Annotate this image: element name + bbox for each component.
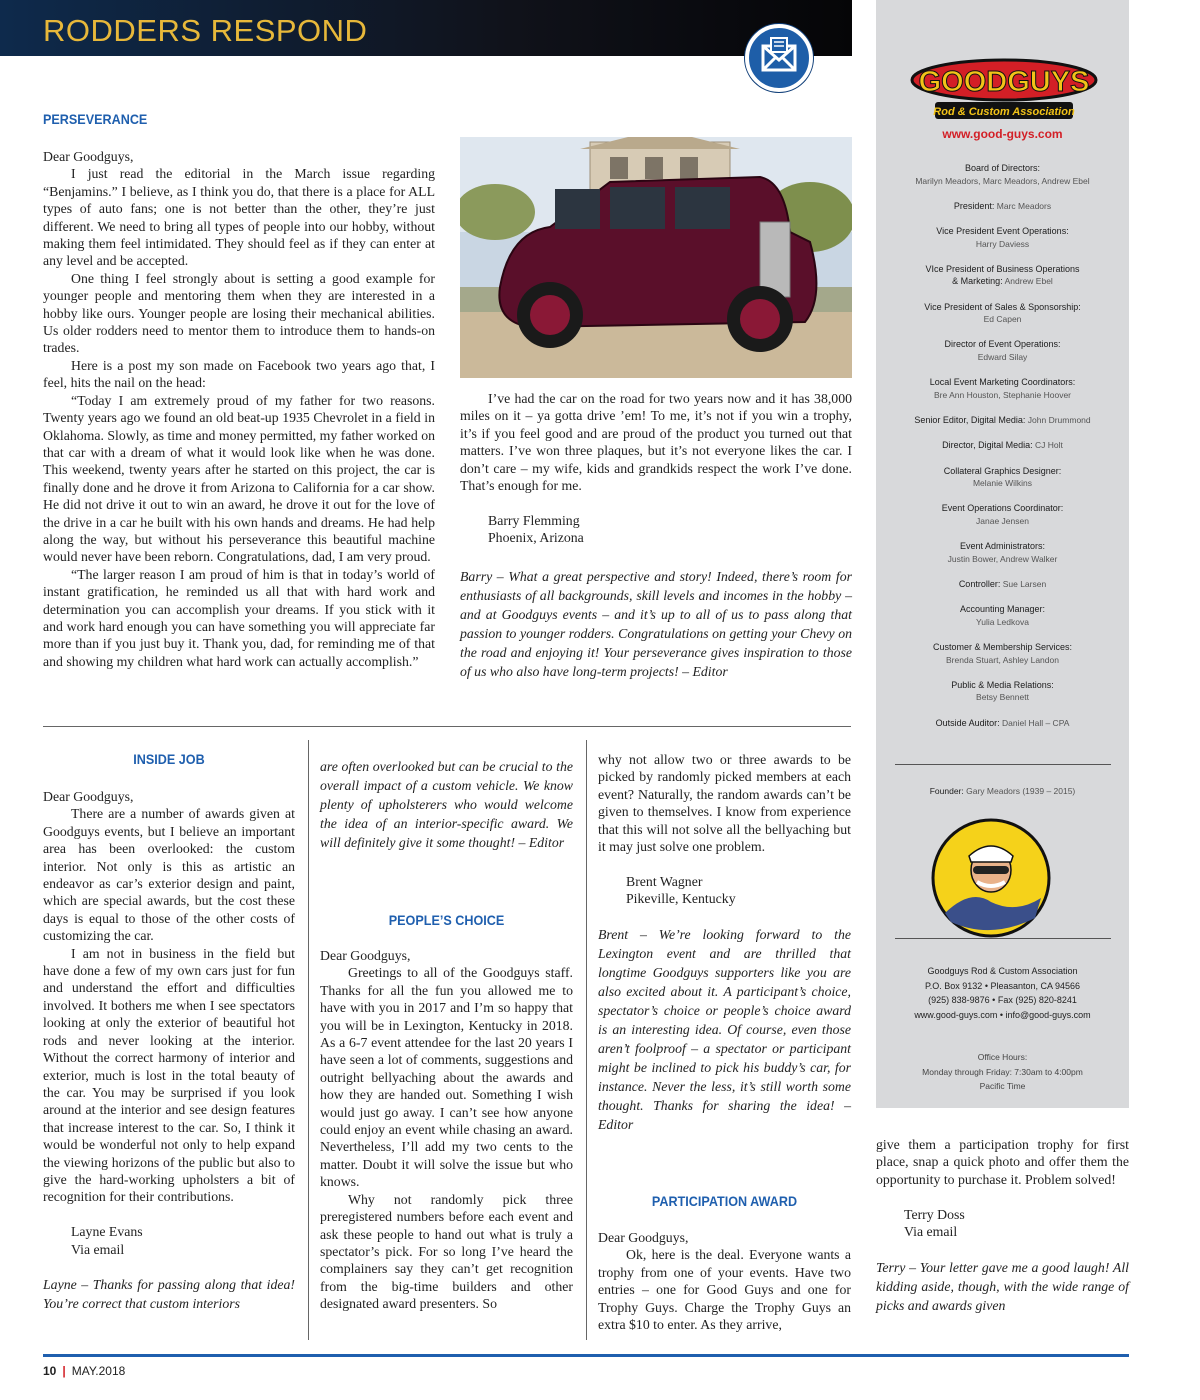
letter-paragraph: give them a participation trophy for first place, snap a quick photo and offer them the opportunity to purchase it. Problem solved! (876, 1137, 1129, 1187)
letter-paragraph: Ok, here is the deal. Everyone wants a trophy from one of your events. Have two entries – one for Good Guys and one for Trophy Guys. Charge the Trophy Guys an extra $10 to enter. As they arrive, (598, 1247, 851, 1333)
staff-names: Sue Larsen (1002, 579, 1047, 590)
peoples-choice-column (320, 947, 573, 1313)
contact-block (876, 964, 1129, 1022)
signature-name: Layne Evans (71, 1224, 143, 1240)
staff-entry (876, 465, 1129, 490)
staff-entry (876, 162, 1129, 187)
staff-names: Marc Meadors (996, 200, 1052, 211)
staff-names: Marilyn Meadors, Marc Meadors, Andrew Ebel (915, 175, 1090, 186)
editor-reply: Barry – What a great perspective and story! Indeed, there’s room for enthusiasts of all backgrounds, skill levels and incomes in the hobby – and at Goodguys events – and it’s up to all of us to pass along that passion to younger rodders. Congratulations on getting your Chevy on the road and enjoying it! Your perseverance gives inspiration to those of us who also have long-term projects! – Editor (460, 569, 852, 680)
goodguys-logo (909, 58, 1099, 122)
middle-column-top (320, 757, 573, 852)
staff-entry (876, 603, 1129, 628)
participation-column (598, 1229, 851, 1333)
staff-role: Accounting Manager: (959, 604, 1046, 615)
phone-numbers: (925) 838-9876 • Fax (925) 820-8241 (928, 995, 1077, 1005)
staff-role: Customer & Membership Services: (932, 642, 1073, 653)
staff-entry (876, 263, 1129, 288)
staff-sidebar (876, 0, 1129, 1108)
staff-role: Senior Editor, Digital Media: (914, 415, 1026, 426)
letter-paragraph: There are a number of awards given at Goodguys events, but I believe an important area has been overlooked: the custom interior. Not only is this as artistic an endeavor as car’s exterior design and paint, which are special awards, but the cost these days is equal to those of the other costs of customizing the car. (43, 806, 295, 944)
staff-names: CJ Holt (1035, 440, 1063, 451)
letter-paragraph: “The larger reason I am proud of him is that in today’s world of instant gratification, he reminded us all that with hard work and determination you can accomplish your dreams. If you stick with it and work hard enough you can have something you will appreciate far more than if you just buy it. Thank you, dad, for reminding me of that and showing my children what hard work can actually accomplish.” (43, 566, 435, 669)
salutation: Dear Goodguys, (43, 149, 134, 164)
staff-entry (876, 225, 1129, 250)
letter-paragraph: I’ve had the car on the road for two years now and it has 38,000 miles on it – ya gotta drive ’em! To me, it’s not if you win a trophy, it’s if you feel good and are proud of the product you turned out that matters. I’ve won three plaques, but it’s not everyone likes the car. I don’t care – my wife, kids and grandkids respect the work I’ve done. That’s enough for me. (460, 391, 852, 494)
envelope-icon (745, 24, 813, 92)
staff-role: Collateral Graphics Designer: (943, 465, 1062, 476)
staff-role: VIce President of Business Operations (925, 263, 1080, 274)
issue-date: MAY.2018 (71, 1364, 126, 1378)
staff-role: Local Event Marketing Coordinators: (929, 377, 1076, 388)
letter-title-participation-award: PARTICIPATION AWARD (651, 1193, 798, 1209)
letter-paragraph: I just read the editorial in the March issue regarding “Benjamins.” I believe, as I think you do, that there is a place for ALL types of auto fans; one is not better than the other, they’re just different. We need to bring all types of people into our hobby, without making them feel intimidated. They should feel as if they can enter at any level and be accepted. (43, 166, 435, 269)
staff-entry (876, 414, 1129, 427)
editor-reply: Layne – Thanks for passing along that idea! You’re correct that custom interiors (43, 1277, 295, 1312)
staff-role: Director, Digital Media: (942, 440, 1033, 451)
salutation: Dear Goodguys, (320, 948, 411, 963)
editor-reply: are often overlooked but can be crucial to the overall impact of a custom vehicle. We know plenty of upholsterers who would welcome the idea of an interior-specific award. We will definitely give it some thought! – Editor (320, 759, 573, 850)
staff-names: Janae Jensen (976, 515, 1029, 526)
staff-entry (876, 200, 1129, 213)
staff-entry (876, 717, 1129, 730)
staff-role: President: (953, 200, 995, 211)
participation-continued (876, 1136, 1129, 1315)
editor-reply: Terry – Your letter gave me a good laugh! All kidding aside, though, with the wide range of picks and awards given (876, 1259, 1129, 1313)
page-footer: 10 | MAY.2018 (43, 1364, 126, 1378)
staff-entry (876, 679, 1129, 704)
letter-paragraph: Why not randomly pick three preregistered numbers before each event and ask these people to hand out what is truly a spectator’s pick. For so long I’ve heard the complainers say they can’t get recognition from the big-time builders and other designated award presenters. So (320, 1191, 573, 1312)
staff-role: Vice President Event Operations: (936, 226, 1069, 237)
car-photo (460, 137, 852, 378)
org-name: Goodguys Rod & Custom Association (927, 966, 1078, 976)
staff-names: Yulia Ledkova (976, 616, 1029, 627)
hours-label: Office Hours: (977, 1052, 1028, 1062)
staff-role: Event Administrators: (959, 541, 1046, 552)
signature-place: Pikeville, Kentucky (626, 891, 736, 907)
letter-title-perseverance: PERSEVERANCE (43, 111, 148, 127)
staff-role: Board of Directors: (964, 163, 1041, 173)
perseverance-column-left (43, 148, 435, 670)
staff-entry (876, 439, 1129, 452)
founder-portrait (931, 818, 1051, 938)
mailing-address: P.O. Box 9132 • Pleasanton, CA 94566 (924, 980, 1081, 991)
salutation: Dear Goodguys, (43, 789, 134, 804)
letter-title-peoples-choice: PEOPLE’S CHOICE (388, 912, 505, 928)
hours-zone: Pacific Time (979, 1081, 1026, 1091)
peoples-choice-continued (598, 751, 851, 1134)
salutation: Dear Goodguys, (598, 1230, 689, 1245)
divider (895, 764, 1111, 765)
logo-subtitle: Rod & Custom Association (933, 106, 1075, 118)
letter-paragraph: I am not in business in the field but have done a few of my own cars just for fun and understand the effort and difficulties involved. It bothers me when I see spectators looking at only the exterior of beautiful hot rods and never looking at the interior. Without the correct harmony of interior and exterior, much is lost in the total beauty of the car. You may be surprised if you look around at the interior and see design features that increase interest to the car. So, I think it would be wonderful not only to help expand the viewing horizons of the public but also to give the hard-working upholsters a bit of recognition for their contributions. (43, 945, 295, 1205)
staff-names: Harry Daviess (975, 238, 1030, 249)
staff-role: Public & Media Relations: (951, 679, 1054, 690)
staff-names: Edward Silay (977, 351, 1028, 362)
page-number: 10 (43, 1364, 57, 1378)
staff-names: Betsy Bennett (976, 692, 1029, 703)
staff-names: Ed Capen (983, 314, 1022, 325)
signature-place: Via email (904, 1224, 958, 1240)
letter-paragraph: Greetings to all of the Goodguys staff. Thanks for all the fun you allowed me to have with you in 2017 and I’m so happy that you will be in Lexington, Kentucky in 2018. As a 6-7 event attendee for the last 20 years I have seen a lot of comments, suggestions and outright bellyaching about the awards and how they are handed out. Something I wish would just go away. I can’t see how anyone could enjoy an event while chasing an award. Nevertheless, I’ll add my two cents to the matter. Doubt it will solve the issue but who knows. (320, 965, 573, 1190)
web-email[interactable]: www.good-guys.com • info@good-guys.com (914, 1009, 1091, 1020)
staff-entry (876, 376, 1129, 401)
hours-days: Monday through Friday: 7:30am to 4:00pm (922, 1066, 1083, 1077)
staff-names: Bre Ann Houston, Stephanie Hoover (933, 389, 1072, 400)
staff-names: Melanie Wilkins (972, 478, 1033, 489)
perseverance-column-right (460, 390, 852, 681)
staff-names: John Drummond (1027, 415, 1091, 426)
founder-credit (876, 786, 1129, 796)
divider (895, 938, 1111, 939)
staff-entry (876, 338, 1129, 363)
website-url[interactable]: www.good-guys.com (942, 127, 1063, 141)
staff-names: Daniel Hall – CPA (1002, 717, 1070, 728)
staff-entry (876, 301, 1129, 326)
letter-paragraph: “Today I am extremely proud of my father for two reasons. Twenty years ago we found an old beat-up 1935 Chevrolet in a field in Oklahoma. Slowly, as time and money permitted, my father worked on that car with a dream of what it would look like when he was done. This weekend, twenty years after he started on this project, the car is finally done and he drove it from Arizona to California for a car show. He did not drive it out to win an award, he drove it out for the love of the drive in a car he built with his own hands and dreams. He had help along the way, but without his perseverance this beautiful machine would never have been reborn. Congratulations, dad, I am very proud. (43, 392, 435, 565)
footer-rule (43, 1354, 1129, 1357)
staff-entry (876, 540, 1129, 565)
logo-wordmark: GOODGUYS (918, 66, 1090, 98)
signature-name: Terry Doss (904, 1206, 965, 1222)
signature-name: Brent Wagner (626, 873, 703, 889)
staff-role: Vice President of Sales & Sponsorship: (924, 301, 1081, 312)
letter-paragraph: why not allow two or three awards to be picked by randomly picked members at each event? Naturally, the random awards can’t be given to themselves. I know from experience that this will not solve all the bellyaching but it may just solve one problem. (598, 752, 851, 855)
signature-name: Barry Flemming (488, 512, 580, 528)
letter-paragraph: Here is a post my son made on Facebook two years ago that, I feel, hits the nail on the head: (43, 357, 435, 391)
staff-names: Andrew Ebel (1004, 276, 1053, 287)
staff-role: & Marketing: (952, 276, 1003, 287)
staff-role: Outside Auditor: (935, 717, 1000, 728)
signature-place: Phoenix, Arizona (488, 530, 584, 546)
section-divider (43, 726, 851, 727)
inside-job-column (43, 788, 295, 1313)
office-hours (876, 1050, 1129, 1094)
staff-names: Justin Bower, Andrew Walker (947, 553, 1058, 564)
letter-title-inside-job: INSIDE JOB (133, 751, 205, 767)
column-rule (586, 740, 587, 1340)
staff-directory (876, 162, 1129, 742)
signature-place: Via email (71, 1241, 125, 1257)
editor-reply: Brent – We’re looking forward to the Lexington event and are thrilled that longtime Goodguys supporters like you are also excited about it. A participant’s choice, spectator’s choice or people’s choice award is an interesting idea. Of course, even those aren’t foolproof – a spectator or participant might be inclined to pick his buddy’s car, for instance. Never the less, it’s still worth some thought. Thanks for sharing the idea! – Editor (598, 927, 851, 1133)
staff-role: Controller: (958, 579, 1001, 590)
staff-entry (876, 578, 1129, 591)
letter-paragraph: One thing I feel strongly about is setting a good example for younger people and mentoring them when they are interested in a hobby like ours. Younger people are losing their mechanical abilities. Us older rodders need to mentor them to introduce them to hands-on trades. (43, 270, 435, 356)
staff-entry (876, 502, 1129, 527)
column-rule (308, 740, 309, 1340)
founder-name: Gary Meadors (1939 – 2015) (966, 786, 1076, 796)
founder-role: Founder: (929, 786, 964, 796)
staff-role: Director of Event Operations: (944, 339, 1061, 350)
section-title: RODDERS RESPOND (43, 13, 368, 48)
staff-entry (876, 641, 1129, 666)
staff-role: Event Operations Coordinator: (941, 503, 1064, 514)
staff-names: Brenda Stuart, Ashley Landon (946, 654, 1059, 665)
